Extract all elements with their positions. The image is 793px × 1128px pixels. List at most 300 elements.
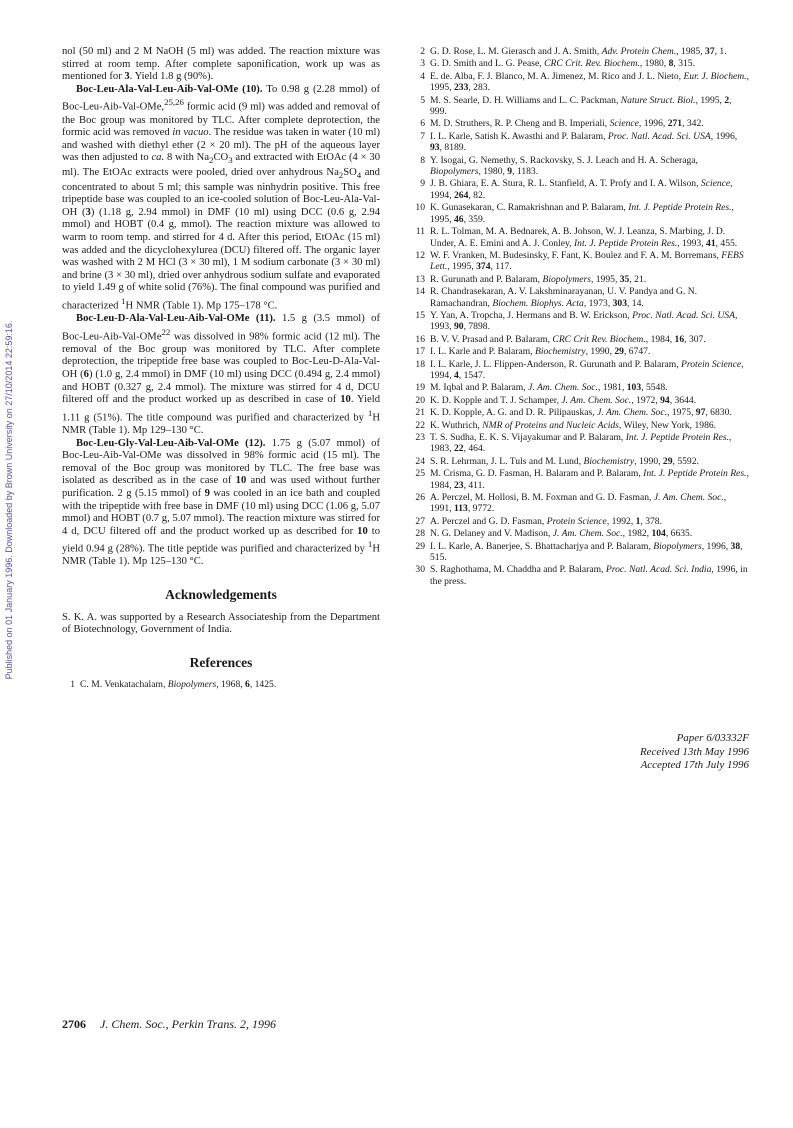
text-run: H NMR (Table 1). Mp 175–178 °C. xyxy=(125,300,278,312)
text-run: , 515. xyxy=(430,540,743,564)
text-run: , 1984, xyxy=(645,333,675,345)
text-run: , 283. xyxy=(468,82,490,94)
reference-text xyxy=(430,202,750,225)
text-run: I. L. Karle, A. Banerjee, S. Bhattacharjya and P. Balaram, xyxy=(430,540,654,552)
reference-item xyxy=(412,71,750,94)
page-number: 2706 xyxy=(62,1017,86,1031)
text-run: , 1995, xyxy=(590,273,620,285)
reference-number: 23 xyxy=(415,432,425,443)
text-run: , 1990, xyxy=(585,346,615,358)
bold-run: 41 xyxy=(706,237,716,249)
text-run: SO xyxy=(343,166,357,178)
text-run: , 1980, xyxy=(639,58,669,70)
reference-number: 18 xyxy=(415,358,425,370)
text-run: , 1183. xyxy=(512,166,539,178)
text-run: , 455. xyxy=(715,237,738,249)
bold-run: Boc-Leu-Gly-Val-Leu-Aib-Val-OMe (12). xyxy=(76,437,266,449)
reference-number: 24 xyxy=(415,455,425,467)
script-run: 1 xyxy=(121,296,126,307)
italic-run: Nature Struct. Biol. xyxy=(620,94,696,106)
bold-run: 104 xyxy=(651,528,666,540)
italic-run: Protein Science xyxy=(546,515,607,527)
body-paragraph xyxy=(62,84,380,313)
reference-number: 19 xyxy=(415,382,425,394)
bold-run: 90 xyxy=(453,321,464,333)
italic-run: Proc. Natl. Acad. Sci. USA xyxy=(607,130,711,142)
italic-run: in vacuo xyxy=(172,127,209,139)
text-run: , 1981, xyxy=(597,382,627,394)
text-run: M. D. Struthers, R. P. Cheng and B. Imperiali, xyxy=(430,118,610,130)
italic-run: Int. J. Peptide Protein Res. xyxy=(628,202,732,214)
reference-text xyxy=(430,382,750,393)
italic-run: J. Am. Chem. Soc. xyxy=(552,528,623,540)
text-run: , 21. xyxy=(629,273,647,285)
italic-run: J. Am. Chem. Soc. xyxy=(528,382,598,394)
text-run: and concentrated to about 5 ml; this sample was ninhydrin positive. This free tripeptide base was coupled to an ice-cooled solution of Boc-Leu-Ala-Val-OH ( xyxy=(62,166,380,218)
text-run: M. Crisma, G. D. Fasman, H. Balaram and P. Balaram, xyxy=(430,468,644,480)
reference-number: 2 xyxy=(420,46,425,57)
bold-run: 10 xyxy=(235,475,247,487)
text-run: A. Perczel, M. Hollosi, B. M. Foxman and G. D. Fasman, xyxy=(430,492,654,504)
left-column xyxy=(62,46,380,692)
italic-run: Int. J. Peptide Protein Res. xyxy=(573,237,678,249)
script-run: 25,26 xyxy=(164,97,184,108)
text-run: , 1996, in the press. xyxy=(430,564,748,587)
text-run: , 8189. xyxy=(439,142,466,154)
text-run: S. Raghothama, M. Chaddha and P. Balaram, xyxy=(430,564,606,576)
italic-run: Science xyxy=(700,178,731,190)
text-run: S. R. Lehrman, J. L. Tuls and M. Lund, xyxy=(430,455,584,467)
text-run: , 1995, xyxy=(447,261,477,273)
text-run: K. Wuthrich, xyxy=(430,419,483,431)
reference-item xyxy=(412,226,750,249)
text-run: R. Chandrasekaran, A. V. Lakshminarayanan, U. V. Pandya and G. N. Ramachandran, xyxy=(430,286,698,309)
italic-run: ca. xyxy=(151,152,165,164)
script-run: 4 xyxy=(356,170,362,181)
text-run: , 1995, xyxy=(695,94,725,106)
text-run: H NMR (Table 1). Mp 129–130 °C. xyxy=(62,412,380,436)
bold-run: 113 xyxy=(453,503,468,515)
text-run: A. Perczel and G. D. Fasman, xyxy=(430,515,547,527)
italic-run: Biochem. Biophys. Acta xyxy=(492,297,584,309)
reference-item xyxy=(412,155,750,178)
reference-number: 6 xyxy=(420,118,425,130)
text-run: M. S. Searle, D. H. Williams and L. C. Packman, xyxy=(430,94,621,106)
text-run: , 9772. xyxy=(467,503,495,515)
bold-run: 46 xyxy=(453,213,464,225)
reference-text xyxy=(80,679,380,690)
reference-item xyxy=(412,528,750,539)
bold-run: 35 xyxy=(619,273,630,285)
text-run: , 1995, xyxy=(430,202,734,225)
reference-text xyxy=(430,250,750,273)
bold-run: 3 xyxy=(124,71,130,83)
reference-item xyxy=(412,564,750,587)
bold-run: 10 xyxy=(340,394,351,406)
reference-text xyxy=(430,516,750,527)
bold-run: 303 xyxy=(612,297,627,309)
experimental-section xyxy=(62,46,380,569)
reference-number: 11 xyxy=(415,226,425,238)
reference-list-left xyxy=(62,679,380,690)
bold-run: 6 xyxy=(83,369,89,381)
italic-run: NMR of Proteins and Nucleic Acids xyxy=(482,419,619,431)
text-run: . Yield 1.11 g (51%). The title compound was purified and characterized by xyxy=(62,394,381,424)
text-run: , 6747. xyxy=(623,346,651,358)
reference-text xyxy=(430,274,750,285)
reference-text xyxy=(430,46,750,57)
reference-item xyxy=(412,420,750,431)
bold-run: 3 xyxy=(85,206,91,218)
reference-number: 27 xyxy=(415,515,425,527)
bold-run: 233 xyxy=(453,82,469,94)
accepted-date: Accepted 17th July 1996 xyxy=(640,759,749,771)
text-run: , 315. xyxy=(673,58,695,70)
text-run: R. L. Tolman, M. A. Bednarek, A. B. Johson, W. J. Leanza, S. Marbing, J. D. Under, A. E. Emini and A. J. Conley, xyxy=(430,226,726,249)
text-run: was cooled in an ice bath and coupled with the tripeptide with free base in DMF (10 ml) using DCC (1.06 g, 5.07 mmol) and HOBT (0.7 g, 5.07 mmol). The reaction mixture was stirred for 4 d, DCU filtered off and the product worked up as described for xyxy=(62,487,380,537)
reference-number: 16 xyxy=(415,333,425,345)
reference-text xyxy=(430,528,750,539)
reference-item xyxy=(412,118,750,129)
italic-run: Int. J. Peptide Protein Res. xyxy=(643,468,747,480)
text-run: CO xyxy=(213,152,229,164)
text-run: , 1. xyxy=(714,46,727,57)
bold-run: 97 xyxy=(695,407,706,419)
reference-text xyxy=(430,155,750,178)
text-run: nol (50 ml) and 2 M NaOH (5 ml) was added. The reaction mixture was stirred at room temp. After complete saponification, work up was as mentioned for xyxy=(62,46,380,83)
acknowledgements-heading: Acknowledgements xyxy=(165,587,277,603)
reference-text xyxy=(430,310,750,333)
text-run: , 1993, xyxy=(677,237,707,249)
italic-run: Biopolymers xyxy=(653,540,702,552)
text-run: T. S. Sudha, E. K. S. Vijayakumar and P. Balaram, xyxy=(430,432,626,443)
text-run: , 1980, xyxy=(478,166,508,178)
references-heading: References xyxy=(189,654,253,670)
reference-item xyxy=(412,58,750,69)
text-run: , 1993, xyxy=(430,309,738,333)
italic-run: Biopolymers xyxy=(167,679,217,691)
text-run: I. L. Karle and P. Balaram, xyxy=(430,346,535,358)
reference-number: 5 xyxy=(420,94,425,106)
text-run: K. Gunasekaran, C. Ramakrishnan and P. Balaram, xyxy=(430,202,629,214)
text-run: , 1984, xyxy=(430,468,749,491)
right-column xyxy=(412,46,750,588)
reference-number: 10 xyxy=(415,202,425,214)
bold-run: 4 xyxy=(453,369,459,381)
text-run: , 411. xyxy=(463,479,485,491)
text-run: , 1968, xyxy=(216,679,246,691)
italic-run: CRC Crit. Rev. Biochem. xyxy=(544,58,640,70)
text-run: Y. Yan, A. Tropcha, J. Hermans and B. W. Erickson, xyxy=(430,309,633,321)
body-paragraph xyxy=(62,438,380,569)
reference-text xyxy=(430,420,750,431)
text-run: , 117. xyxy=(490,261,512,273)
reference-number: 9 xyxy=(420,178,425,190)
text-run: N. G. Delaney and V. Madison, xyxy=(430,528,553,540)
bold-run: 29 xyxy=(614,346,624,358)
text-run: C. M. Venkatachalam, xyxy=(80,679,168,691)
reference-item xyxy=(412,202,750,225)
reference-text xyxy=(430,432,750,455)
reference-text xyxy=(430,359,750,382)
reference-number: 20 xyxy=(415,394,425,406)
download-watermark-text: Published on 01 January 1996. Downloaded by Brown University on 27/10/2014 22:59:16. xyxy=(4,320,14,680)
reference-item xyxy=(62,679,380,690)
bold-run: 271 xyxy=(667,118,683,130)
paper-id: Paper 6/03332F xyxy=(676,732,749,744)
text-run: G. D. Smith and L. G. Pease, xyxy=(430,58,545,70)
text-run: , 1992, xyxy=(606,515,636,527)
reference-item xyxy=(412,541,750,564)
reference-item xyxy=(412,516,750,527)
text-run: , 1995, xyxy=(430,70,749,94)
reference-item xyxy=(412,46,750,57)
reference-item xyxy=(412,492,750,515)
italic-run: FEBS Lett. xyxy=(430,249,744,273)
text-run: formic acid (9 ml) was added and removal of the Boc group was monitored by TLC. After complete deprotection, the formic acid was removed xyxy=(62,101,380,139)
text-run: , 1547. xyxy=(458,369,486,381)
text-run: , 999. xyxy=(430,94,732,118)
text-run: , 82. xyxy=(468,189,486,201)
text-run: , 1425. xyxy=(249,679,277,691)
reference-number: 4 xyxy=(420,70,425,82)
bold-run: 264 xyxy=(453,189,469,201)
reference-item xyxy=(412,95,750,118)
italic-run: Biochemistry xyxy=(583,455,635,467)
reference-text xyxy=(430,118,750,129)
text-run: W. F. Vranken, M. Budesinsky, F. Fant, K. Boulez and F. A. M. Borremans, xyxy=(430,249,722,261)
text-run: . The residue was taken in water (10 ml) and washed with diethyl ether (2 × 20 ml). The pH of the aqueous layer was then adjusted to xyxy=(62,127,380,164)
italic-run: J. Am. Chem. Soc. xyxy=(597,407,667,419)
text-run: to yield 0.94 g (28%). The title peptide was purified and characterized by xyxy=(62,525,380,555)
reference-number: 3 xyxy=(420,58,425,70)
bold-run: 103 xyxy=(626,382,642,394)
text-run: Y. Isogai, G. Nemethy, S. Rackovsky, S. J. Leach and H. A. Scheraga, xyxy=(430,154,698,166)
reference-text xyxy=(430,226,750,249)
text-run: , 1996, xyxy=(710,130,738,142)
reference-text xyxy=(430,492,750,515)
reference-text xyxy=(430,95,750,118)
text-run: K. D. Kopple, A. G. and D. R. Pilipauskas, xyxy=(430,407,598,419)
text-run: , 342. xyxy=(682,118,704,130)
reference-text xyxy=(430,541,750,564)
text-run: , 1982, xyxy=(622,528,652,540)
script-run: 2 xyxy=(209,155,214,166)
reference-item xyxy=(412,407,750,418)
reference-item xyxy=(412,346,750,357)
bold-run: 93 xyxy=(430,142,440,154)
bold-run: 6 xyxy=(245,679,250,691)
reference-number: 7 xyxy=(420,130,425,142)
text-run: B. V. V. Prasad and P. Balaram, xyxy=(430,333,553,345)
text-run: E. de. Alba, F. J. Blanco, M. A. Jimenez, M. Rico and J. L. Nieto, xyxy=(430,70,684,82)
reference-text xyxy=(430,456,750,467)
text-run: To 0.98 g (2.28 mmol) of Boc-Leu-Aib-Val-OMe, xyxy=(62,83,380,113)
text-run: , Wiley, New York, 1986. xyxy=(618,419,717,431)
text-run: ) (1.0 g, 2.4 mmol) in DMF (10 ml) using DCC (0.494 g, 2.4 mmol) and HOBT (0.327 g, 2.4 mmol). The mixture was stirred for 4 d, DCU filtered off and the product worked up as described in case of xyxy=(62,369,380,406)
reference-item xyxy=(412,310,750,333)
italic-run: Biopolymers xyxy=(542,273,591,285)
text-run: , 14. xyxy=(627,297,644,309)
reference-number: 25 xyxy=(415,468,425,480)
bold-run: 374 xyxy=(476,261,491,273)
text-run: R. Gurunath and P. Balaram, xyxy=(430,273,543,285)
script-run: 3 xyxy=(228,155,233,166)
reference-item xyxy=(412,250,750,273)
text-run: 1.5 g (3.5 mmol) of Boc-Leu-Aib-Val-OMe xyxy=(62,313,380,343)
bold-run: 38 xyxy=(730,540,741,552)
text-run: , 1972, xyxy=(631,394,661,406)
reference-number: 17 xyxy=(415,346,425,358)
italic-run: Biopolymers xyxy=(430,166,479,178)
text-run: , 464. xyxy=(463,443,486,455)
reference-number: 22 xyxy=(415,419,425,431)
text-run: , 1973, xyxy=(583,297,613,309)
reference-text xyxy=(430,131,750,154)
script-run: 1 xyxy=(367,539,373,550)
bold-run: 2 xyxy=(724,94,730,106)
italic-run: Proc. Natl. Acad. Sci. India xyxy=(605,564,712,576)
italic-run: J. Am. Chem. Soc. xyxy=(561,394,632,406)
text-run: , 5548. xyxy=(641,382,668,394)
text-run: was dissolved in 98% formic acid (12 ml). The removal of the Boc group was monitored by TLC. After complete deprotection, the tripeptide free base was coupled to Boc-Leu-D-Ala-Val-OH ( xyxy=(62,331,380,381)
text-run: , 378. xyxy=(640,515,662,527)
text-run: K. D. Kopple and T. J. Schamper, xyxy=(430,394,562,406)
reference-number: 15 xyxy=(415,309,425,321)
bold-run: 9 xyxy=(204,487,210,499)
text-run: 8 with Na xyxy=(164,152,210,164)
reference-item xyxy=(412,395,750,406)
italic-run: Proc. Natl. Acad. Sci. USA xyxy=(632,309,735,321)
reference-number: 14 xyxy=(415,286,425,298)
bold-run: 1 xyxy=(635,515,641,527)
reference-item xyxy=(412,456,750,467)
italic-run: CRC Crit Rev. Biochem. xyxy=(552,333,646,345)
reference-item xyxy=(412,131,750,154)
italic-run: Eur. J. Biochem. xyxy=(683,70,747,82)
text-run: , 6635. xyxy=(665,528,693,540)
bold-run: 94 xyxy=(660,394,670,406)
bold-run: 16 xyxy=(674,333,685,345)
reference-item xyxy=(412,382,750,393)
text-run: M. Iqbal and P. Balaram, xyxy=(430,382,529,394)
reference-item xyxy=(412,334,750,345)
journal-citation: J. Chem. Soc., Perkin Trans. 2, 1996 xyxy=(100,1017,276,1031)
reference-text xyxy=(430,346,750,357)
text-run: , 1985, xyxy=(676,46,706,57)
body-paragraph xyxy=(62,313,380,437)
text-run: and was used without further purification. 2 g (5.15 mmol) of xyxy=(62,475,380,499)
italic-run: Int. J. Peptide Protein Res. xyxy=(625,432,729,443)
bold-run: 8 xyxy=(668,58,674,70)
script-run: 1 xyxy=(367,407,373,418)
reference-number: 12 xyxy=(415,249,425,261)
reference-text xyxy=(430,395,750,406)
italic-run: Biochemistry xyxy=(534,346,586,358)
download-watermark xyxy=(2,240,16,760)
reference-item xyxy=(412,286,750,309)
text-run: I. L. Karle, Satish K. Awasthi and P. Balaram, xyxy=(430,130,608,142)
reference-number: 1 xyxy=(70,679,75,691)
text-run: , 7898. xyxy=(463,321,490,333)
bold-run: Boc-Leu-Ala-Val-Leu-Aib-Val-OMe (10). xyxy=(76,83,263,95)
bold-run: 10 xyxy=(357,525,368,537)
acknowledgements-text: S. K. A. was supported by a Research Associateship from the Department of Biotechnology, Government of India. xyxy=(62,611,380,636)
bold-run: 9 xyxy=(507,166,513,178)
reference-text xyxy=(430,58,750,69)
bold-run: Boc-Leu-D-Ala-Val-Leu-Aib-Val-OMe (11). xyxy=(76,313,276,325)
reference-number: 28 xyxy=(415,528,425,540)
text-run: , 5592. xyxy=(672,455,699,467)
text-run: H NMR (Table 1). Mp 125–130 °C. xyxy=(62,543,380,568)
text-run: G. D. Rose, L. M. Gierasch and J. A. Smith, xyxy=(430,46,602,57)
reference-item xyxy=(412,359,750,382)
paper-info xyxy=(640,732,749,773)
bold-run: 29 xyxy=(662,455,673,467)
text-run: . Yield 1.8 g (90%). xyxy=(129,71,214,83)
reference-item xyxy=(412,274,750,285)
text-run: , 1994, xyxy=(430,358,744,381)
text-run: , 307. xyxy=(684,333,706,345)
italic-run: Science xyxy=(609,118,639,130)
bold-run: 23 xyxy=(453,479,464,491)
text-run: , 1983, xyxy=(430,432,732,455)
reference-number: 30 xyxy=(415,564,425,576)
reference-text xyxy=(430,334,750,345)
text-run: , 1991, xyxy=(430,492,727,515)
reference-number: 29 xyxy=(415,540,425,552)
reference-text xyxy=(430,71,750,94)
reference-text xyxy=(430,564,750,587)
script-run: 22 xyxy=(161,326,171,337)
reference-text xyxy=(430,468,750,491)
text-run: , 1996, xyxy=(701,540,731,552)
text-run: 1.75 g (5.07 mmol) of Boc-Leu-Aib-Val-OMe was dissolved in 98% formic acid (15 ml). The removal of the Boc group was monitored by TLC. The free base was isolated as described as in the case of xyxy=(62,437,380,487)
bold-run: 37 xyxy=(705,46,715,57)
reference-number: 13 xyxy=(415,273,425,285)
reference-list-right xyxy=(412,46,750,587)
reference-number: 26 xyxy=(415,492,425,504)
text-run: J. B. Ghiara, E. A. Stura, R. L. Stanfield, A. T. Profy and I. A. Wilson, xyxy=(430,178,701,190)
reference-number: 8 xyxy=(420,154,425,166)
text-run: , 359. xyxy=(463,213,486,225)
text-run: and extracted with EtOAc (4 × 30 ml). The EtOAc extracts were pooled, dried over anhydrous Na xyxy=(62,152,380,178)
reference-item xyxy=(412,178,750,201)
italic-run: Protein Science xyxy=(681,358,742,370)
text-run: , 3644. xyxy=(669,394,697,406)
body-paragraph xyxy=(62,46,380,84)
text-run: I. L. Karle, J. L. Flippen-Anderson, R. Gurunath and P. Balaram, xyxy=(430,358,681,370)
italic-run: J. Am. Chem. Soc. xyxy=(653,492,724,504)
text-run: ) (1.18 g, 2.94 mmol) in DMF (10 ml) using DCC (0.6 g, 2.94 mmol) and HOBT (0.4 g, mmol). The reaction mixture was allowed to warm to room temp. and stirred for 4 d. After this period, EtOAc (15 ml) was added and the dicyclohexylurea (DCU) filtered off. The organic layer was washed with 2 M HCl (3 × 30 ml), 1 M sodium carbonate (3 × 30 ml) and brine (3 × 30 ml), dried over anhydrous sodium sulfate and evaporated to yield 1.49 g of white solid (76%). The final compound was purified and characterized xyxy=(62,206,380,312)
reference-text xyxy=(430,178,750,201)
text-run: , 1975, xyxy=(667,407,696,419)
text-run: , 1990, xyxy=(634,455,663,467)
text-run: , 1994, xyxy=(430,178,733,201)
script-run: 2 xyxy=(338,170,344,181)
text-run: , 1996, xyxy=(638,118,668,130)
reference-text xyxy=(430,286,750,309)
reference-item xyxy=(412,432,750,455)
italic-run: Adv. Protein Chem. xyxy=(601,46,677,57)
reference-text xyxy=(430,407,750,418)
received-date: Received 13th May 1996 xyxy=(639,745,749,758)
bold-run: 22 xyxy=(453,443,464,455)
reference-item xyxy=(412,468,750,491)
reference-number: 21 xyxy=(415,407,425,419)
page-footer xyxy=(62,1017,276,1032)
text-run: , 6830. xyxy=(705,407,732,419)
